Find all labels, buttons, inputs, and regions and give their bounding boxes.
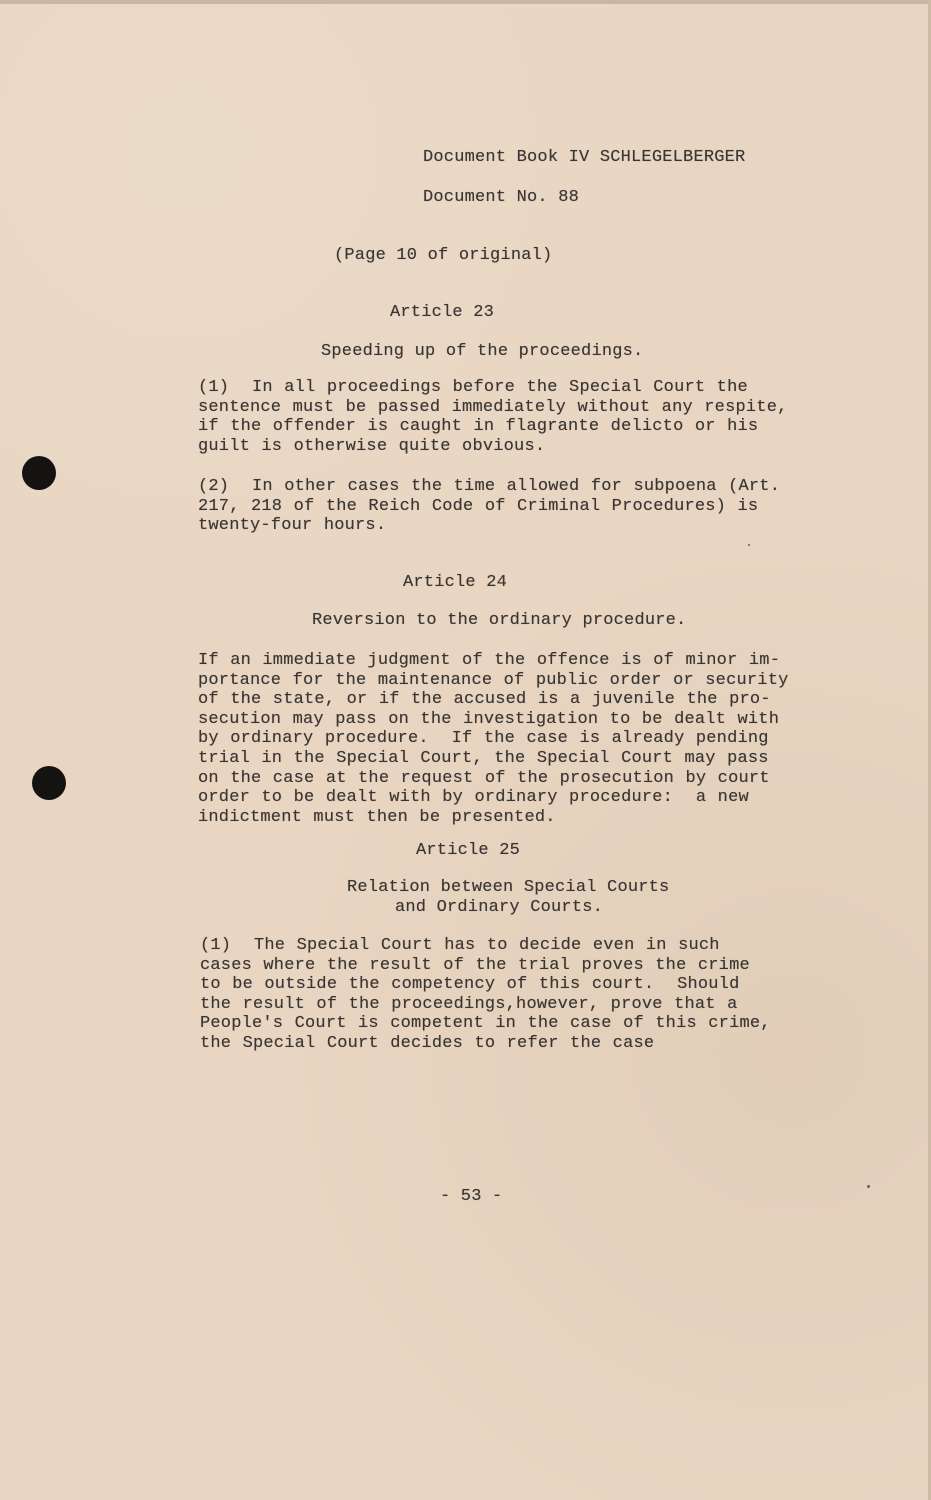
text-line: of the state, or if the accused is a juvenile the pro- <box>198 690 771 710</box>
text-line: by ordinary procedure. If the case is already pending <box>198 729 769 749</box>
page-number: - 53 - <box>440 1187 503 1206</box>
article-24-subtitle: Reversion to the ordinary procedure. <box>312 611 687 630</box>
text-line: If an immediate judgment of the offence is of minor im- <box>198 651 781 670</box>
text-line: 217, 218 of the Reich Code of Criminal Procedures) is <box>198 496 759 516</box>
text-line: to be outside the competency of this court. Should <box>200 975 740 995</box>
stray-mark <box>748 544 750 546</box>
punch-hole-lower <box>32 766 66 800</box>
text-line: if the offender is caught in flagrante delicto or his <box>198 417 759 437</box>
article-23-paragraph-1 <box>198 378 858 456</box>
text-line: trial in the Special Court, the Special Court may pass <box>198 748 769 768</box>
text-line: indictment must then be presented. <box>198 807 556 827</box>
text-line: (1) In all proceedings before the Special Court the <box>198 378 748 397</box>
text-line: the Special Court decides to refer the case <box>200 1033 655 1053</box>
text-line: secution may pass on the investigation to be dealt with <box>198 709 780 729</box>
text-line: cases where the result of the trial proves the crime <box>200 955 750 975</box>
article-25-subtitle-line-2: and Ordinary Courts. <box>395 898 604 917</box>
article-24-title: Article 24 <box>403 573 508 592</box>
article-23-subtitle: Speeding up of the proceedings. <box>321 342 644 361</box>
document-book-title: Document Book IV SCHLEGELBERGER <box>423 148 746 167</box>
text-line: guilt is otherwise quite obvious. <box>198 436 546 456</box>
article-25-paragraph-1 <box>200 936 860 1054</box>
article-25-subtitle-line-1: Relation between Special Courts <box>347 878 670 897</box>
punch-hole-upper <box>22 456 56 490</box>
text-line: order to be dealt with by ordinary procedure: a new <box>198 788 749 808</box>
text-line: the result of the proceedings,however, prove that a <box>200 994 738 1014</box>
article-24-paragraph <box>198 651 858 827</box>
text-line: sentence must be passed immediately without any respite, <box>198 397 788 417</box>
page-top-edge <box>0 0 931 4</box>
text-line: (2) In other cases the time allowed for subpoena (Art. <box>198 477 781 496</box>
text-line: portance for the maintenance of public order or security <box>198 670 789 690</box>
article-23-title: Article 23 <box>390 303 495 322</box>
article-23-paragraph-2 <box>198 477 858 536</box>
article-25-title: Article 25 <box>416 841 521 860</box>
stray-mark <box>867 1185 870 1188</box>
page-reference: (Page 10 of original) <box>334 246 553 265</box>
text-line: twenty-four hours. <box>198 516 387 536</box>
text-line: People's Court is competent in the case of this crime, <box>200 1014 771 1034</box>
document-number: Document No. 88 <box>423 188 580 207</box>
text-line: on the case at the request of the prosecution by court <box>198 768 770 788</box>
text-line: (1) The Special Court has to decide even in such <box>200 936 720 955</box>
